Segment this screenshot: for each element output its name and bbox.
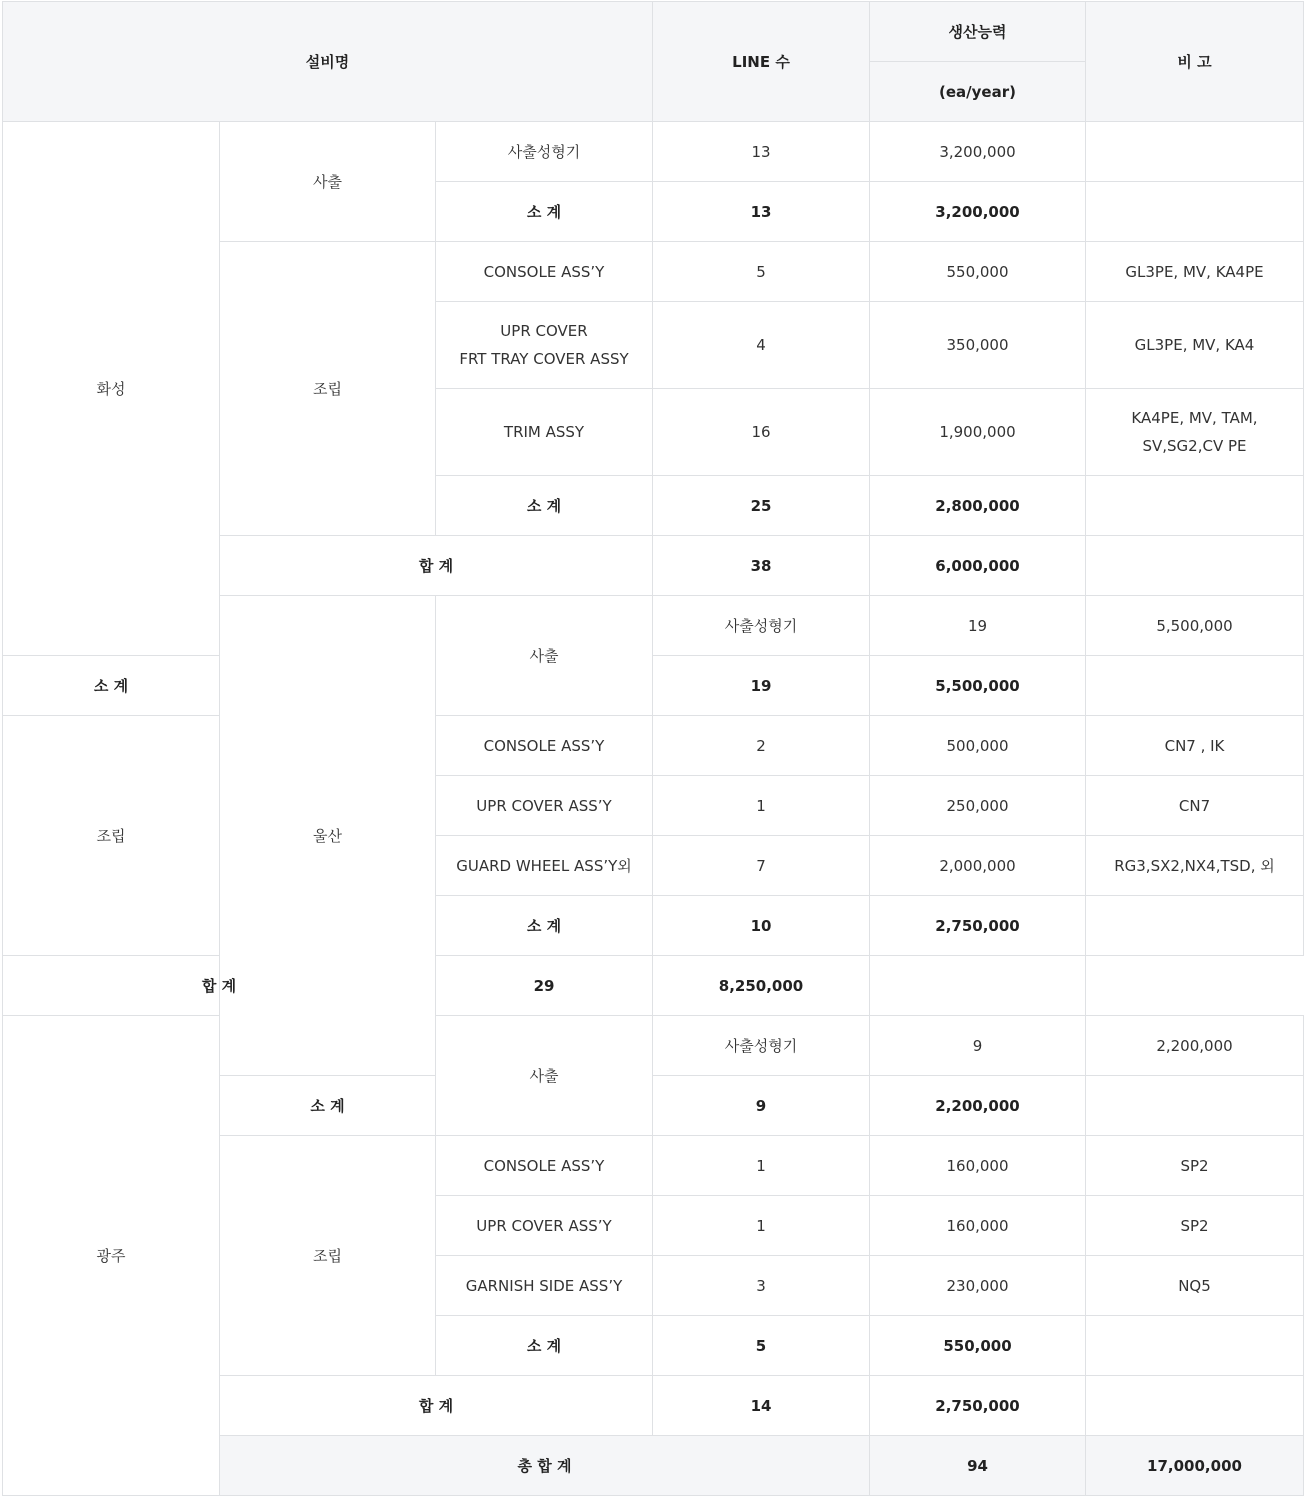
remark: CN7 — [1086, 776, 1304, 836]
subtotal-lines: 13 — [653, 182, 870, 242]
subtotal-label: 소 계 — [436, 182, 653, 242]
item-name-line-2: FRT TRAY COVER ASSY — [459, 350, 629, 368]
header-remarks: 비 고 — [1086, 2, 1304, 122]
line-count: 3 — [653, 1256, 870, 1316]
process-assembly: 조립 — [220, 242, 436, 536]
grand-total-lines: 94 — [870, 1436, 1086, 1496]
item-name: GUARD WHEEL ASS’Y외 — [436, 836, 653, 896]
item-name: CONSOLE ASS’Y — [436, 242, 653, 302]
subtotal-capacity: 3,200,000 — [870, 182, 1086, 242]
capacity-value: 2,200,000 — [1086, 1016, 1304, 1076]
capacity-table — [2, 1, 1304, 1496]
capacity-value: 2,000,000 — [870, 836, 1086, 896]
subtotal-label: 소 계 — [220, 1076, 436, 1136]
remark — [1086, 476, 1304, 536]
subtotal-capacity: 550,000 — [870, 1316, 1086, 1376]
capacity-value: 550,000 — [870, 242, 1086, 302]
remark: GL3PE, MV, KA4 — [1086, 302, 1304, 389]
remark-line-1: KA4PE, MV, TAM, — [1131, 409, 1258, 427]
capacity-value: 160,000 — [870, 1136, 1086, 1196]
remark — [1086, 1076, 1304, 1136]
grand-total-label: 총 합 계 — [220, 1436, 870, 1496]
item-name: UPR COVER ASS’Y — [436, 1196, 653, 1256]
line-count: 2 — [653, 716, 870, 776]
header-equipment: 설비명 — [3, 2, 653, 122]
item-name: 사출성형기 — [436, 122, 653, 182]
process-assembly: 조립 — [220, 1136, 436, 1376]
remark — [1086, 1316, 1304, 1376]
process-assembly: 조립 — [3, 716, 220, 956]
remark — [1086, 389, 1304, 476]
remark-line-2: SV,SG2,CV PE — [1142, 437, 1247, 455]
process-injection: 사출 — [220, 122, 436, 242]
total-label: 합 계 — [220, 1376, 653, 1436]
total-capacity: 2,750,000 — [870, 1376, 1086, 1436]
subtotal-capacity: 2,750,000 — [870, 896, 1086, 956]
subtotal-lines: 25 — [653, 476, 870, 536]
remark: RG3,SX2,NX4,TSD, 외 — [1086, 836, 1304, 896]
subtotal-capacity: 2,200,000 — [870, 1076, 1086, 1136]
remark: NQ5 — [1086, 1256, 1304, 1316]
capacity-value: 350,000 — [870, 302, 1086, 389]
process-injection: 사출 — [436, 596, 653, 716]
subtotal-capacity: 2,800,000 — [870, 476, 1086, 536]
remark: GL3PE, MV, KA4PE — [1086, 242, 1304, 302]
total-label: 합 계 — [3, 956, 436, 1016]
subtotal-lines: 10 — [653, 896, 870, 956]
capacity-value: 250,000 — [870, 776, 1086, 836]
total-lines: 29 — [436, 956, 653, 1016]
total-lines: 14 — [653, 1376, 870, 1436]
remark: CN7 , IK — [1086, 716, 1304, 776]
line-count: 13 — [653, 122, 870, 182]
plant-name: 화성 — [3, 122, 220, 656]
remark — [1086, 896, 1304, 956]
capacity-value: 1,900,000 — [870, 389, 1086, 476]
item-name-line-1: UPR COVER — [500, 322, 588, 340]
header-unit: (ea/year) — [870, 62, 1086, 122]
subtotal-capacity: 5,500,000 — [870, 656, 1086, 716]
total-label: 합 계 — [220, 536, 653, 596]
total-capacity: 8,250,000 — [653, 956, 870, 1016]
subtotal-lines: 9 — [653, 1076, 870, 1136]
remark — [870, 956, 1086, 1016]
remark: SP2 — [1086, 1136, 1304, 1196]
subtotal-lines: 5 — [653, 1316, 870, 1376]
grand-total-capacity: 17,000,000 — [1086, 1436, 1304, 1496]
item-name: UPR COVER ASS’Y — [436, 776, 653, 836]
subtotal-label: 소 계 — [3, 656, 220, 716]
remark — [1086, 182, 1304, 242]
item-name: CONSOLE ASS’Y — [436, 716, 653, 776]
capacity-value: 5,500,000 — [1086, 596, 1304, 656]
line-count: 16 — [653, 389, 870, 476]
line-count: 1 — [653, 776, 870, 836]
total-capacity: 6,000,000 — [870, 536, 1086, 596]
remark — [1086, 1376, 1304, 1436]
header-lines: LINE 수 — [653, 2, 870, 122]
item-name: TRIM ASSY — [436, 389, 653, 476]
line-count: 1 — [653, 1196, 870, 1256]
item-name: 사출성형기 — [653, 1016, 870, 1076]
line-count: 1 — [653, 1136, 870, 1196]
subtotal-label: 소 계 — [436, 1316, 653, 1376]
subtotal-label: 소 계 — [436, 476, 653, 536]
remark — [1086, 122, 1304, 182]
item-name: CONSOLE ASS’Y — [436, 1136, 653, 1196]
line-count: 9 — [870, 1016, 1086, 1076]
header-capacity: 생산능력 — [870, 2, 1086, 62]
capacity-value: 230,000 — [870, 1256, 1086, 1316]
item-name: 사출성형기 — [653, 596, 870, 656]
capacity-value: 160,000 — [870, 1196, 1086, 1256]
item-name — [436, 302, 653, 389]
remark — [1086, 536, 1304, 596]
total-lines: 38 — [653, 536, 870, 596]
subtotal-label: 소 계 — [436, 896, 653, 956]
line-count: 5 — [653, 242, 870, 302]
process-injection: 사출 — [436, 1016, 653, 1136]
line-count: 19 — [870, 596, 1086, 656]
remark — [1086, 656, 1304, 716]
item-name: GARNISH SIDE ASS’Y — [436, 1256, 653, 1316]
remark: SP2 — [1086, 1196, 1304, 1256]
line-count: 4 — [653, 302, 870, 389]
line-count: 7 — [653, 836, 870, 896]
subtotal-lines: 19 — [653, 656, 870, 716]
plant-name: 광주 — [3, 1016, 220, 1496]
plant-name: 울산 — [220, 596, 436, 1076]
capacity-value: 3,200,000 — [870, 122, 1086, 182]
capacity-value: 500,000 — [870, 716, 1086, 776]
